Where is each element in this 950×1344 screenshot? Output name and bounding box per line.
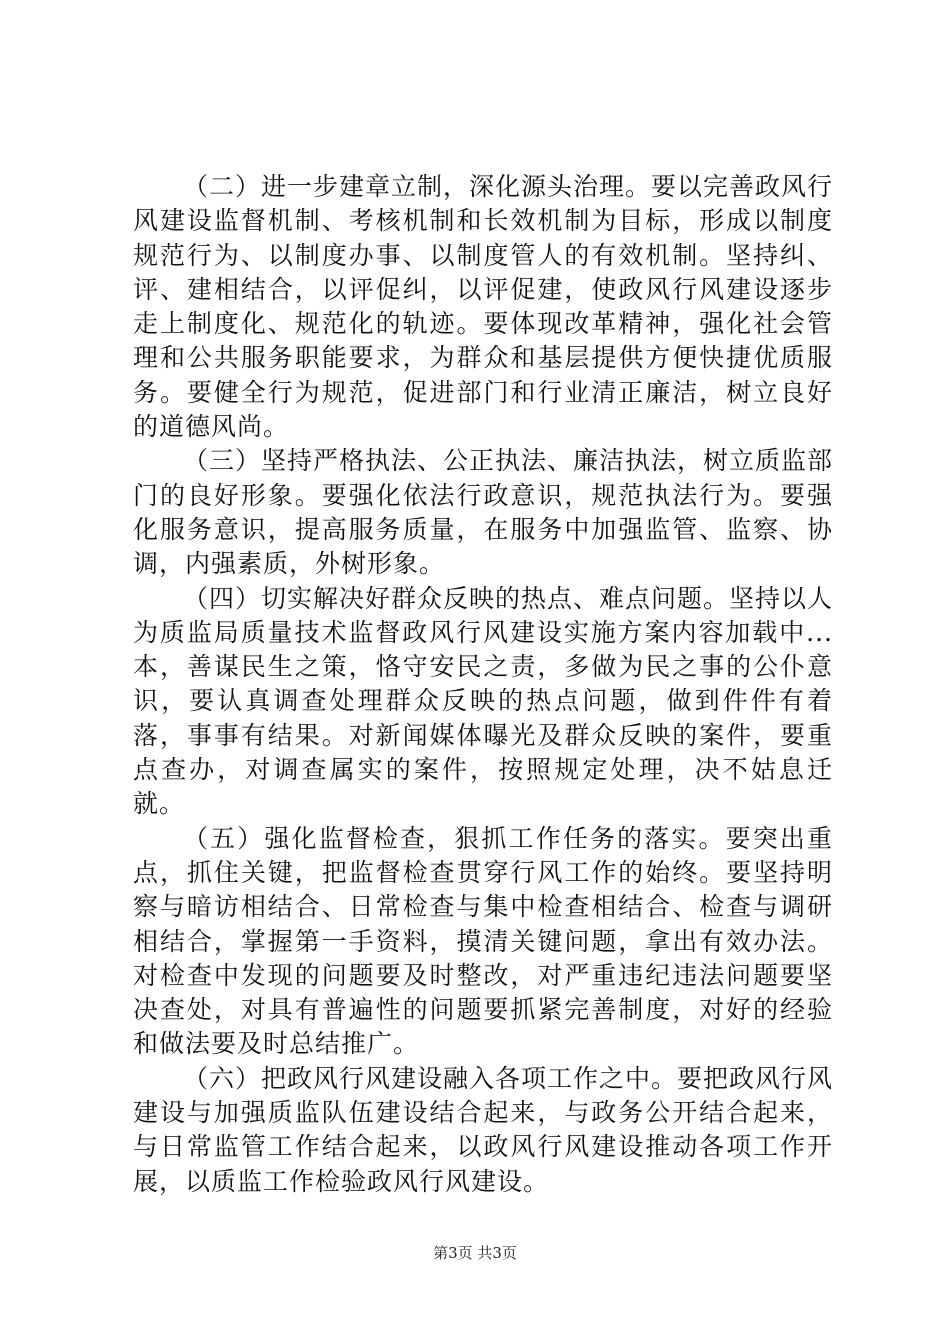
page-footer: [0, 1243, 950, 1263]
document-body: [133, 170, 833, 1199]
paragraph-4: （四）切实解决好群众反映的热点、难点问题。坚持以人为质监局质量技术监督政风行风建设实施方案内容加载中...本，善谋民生之策，恪守安民之责，多做为民之事的公仆意识，要认真调查处理群众反映的热点问题，做到件件有着落，事事有结果。对新闻媒体曝光及群众反映的案件，要重点查办，对调查属实的案件，按照规定处理，决不姑息迁就。: [133, 583, 834, 819]
paragraph-3: （三）坚持严格执法、公正执法、廉洁执法，树立质监部门的良好形象。要强化依法行政意识，规范执法行为。要强化服务意识，提高服务质量，在服务中加强监管、监察、协调，内强素质，外树形象。: [133, 446, 834, 579]
paragraph-2: （二）进一步建章立制，深化源头治理。要以完善政风行风建设监督机制、考核机制和长效机制为目标，形成以制度规范行为、以制度办事、以制度管人的有效机制。坚持纠、评、建相结合，以评促纠，以评促建，使政风行风建设逐步走上制度化、规范化的轨迹。要体现改革精神，强化社会管理和公共服务职能要求，为群众和基层提供方便快捷优质服务。要健全行为规范，促进部门和行业清正廉洁，树立良好的道德风尚。: [133, 172, 834, 442]
paragraph-5: （五）强化监督检查，狠抓工作任务的落实。要突出重点，抓住关键，把监督检查贯穿行风工作的始终。要坚持明察与暗访相结合、日常检查与集中检查相结合、检查与调研相结合，掌握第一手资料，摸清关键问题，拿出有效办法。对检查中发现的问题要及时整改，对严重违纪违法问题要坚决查处，对具有普遍性的问题要抓紧完善制度，对好的经验和做法要及时总结推广。: [133, 823, 833, 1059]
paragraph-6: （六）把政风行风建设融入各项工作之中。要把政风行风建设与加强质监队伍建设结合起来，与政务公开结合起来，与日常监管工作结合起来，以政风行风建设推动各项工作开展，以质监工作检验政风行风建设。: [133, 1063, 834, 1196]
page-number: 第3页 共3页: [433, 1244, 517, 1262]
